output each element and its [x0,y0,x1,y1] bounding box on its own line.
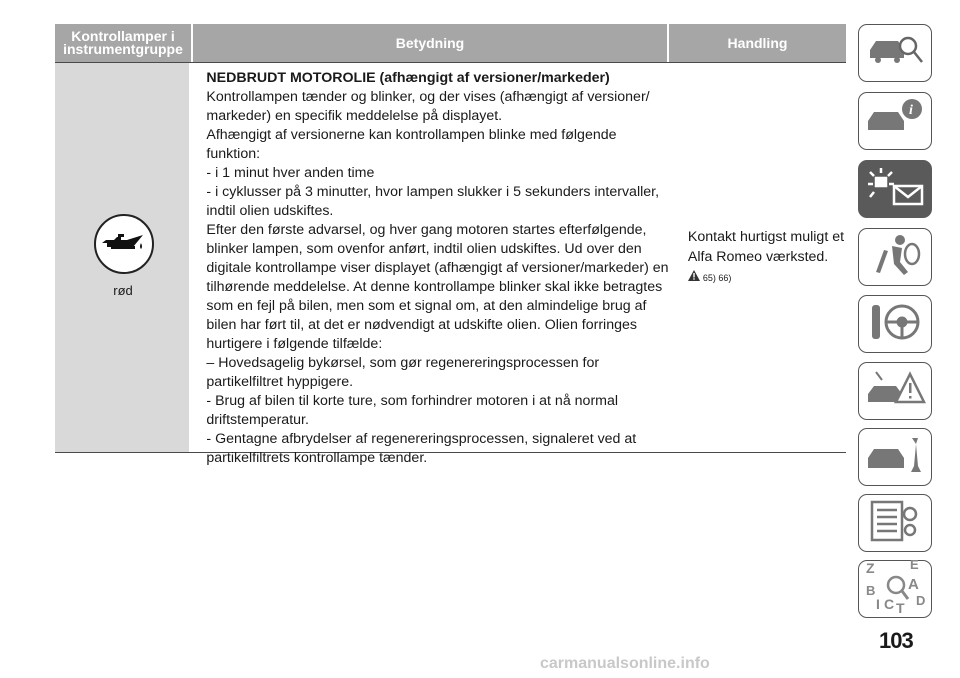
oil-can-icon [93,213,155,275]
index-letter: E [910,558,919,572]
meaning-line: digitale kontrollampe viser displayet (afhængigt af versioner/markeder) en [206,260,669,276]
meaning-line: Afhængigt af versionerne kan kontrollampen blinke med følgende [206,127,617,143]
car-search-icon [864,28,926,79]
meaning-line: tilhørende meddelelse. At denne kontrollampe blinker skal ikke betragtes [206,279,663,295]
meaning-line: – Hovedsagelig bykørsel, som gør regenereringsprocessen for [206,355,600,371]
tab-maintenance[interactable] [858,428,932,486]
airbag-seat-icon [864,232,926,283]
warning-title: NEDBRUDT MOTOROLIE (afhængigt af versioner/markeder) [206,70,610,86]
index-letter: Z [866,559,875,576]
svg-text:i: i [909,102,913,118]
index-letter: B [866,582,876,598]
warning-triangle-icon [688,269,700,289]
index-letter: I [876,595,880,612]
action-cell [671,63,846,452]
alphabet-index-icon [862,559,928,620]
meaning-line: partikelfiltret hyppigere. [206,374,354,390]
meaning-line: driftstemperatur. [206,412,309,428]
lamp-cell [55,63,189,452]
tab-safety[interactable] [858,228,932,286]
tab-car-search[interactable] [858,24,932,82]
table-header [55,24,846,63]
car-info-icon [864,96,926,147]
meaning-cell [189,63,670,466]
car-emergency-icon [864,366,926,417]
meaning-line: Kontrollampen tænder og blinker, og der vises (afhængigt af versioner/ [206,89,650,105]
tab-warning-lights[interactable] [858,160,932,218]
header-lamps-line1: Kontrollamper i [71,28,175,44]
warning-light-message-icon [864,164,926,215]
header-lamps-line2: instrumentgruppe [63,41,183,57]
meaning-line: - Gentagne afbrydelser af regenereringsprocessen, signaleret ved at [206,431,637,447]
index-letter: T [896,599,905,615]
meaning-line: partikelfiltrets kontrollampe tænder. [206,450,428,466]
tab-index[interactable] [858,560,932,618]
watermark: carmanualsonline.info [540,655,710,672]
meaning-line: - i cyklusser på 3 minutter, hvor lampen slukker i 5 sekunders intervaller, [206,184,660,200]
meaning-line: som en fejl på bilen, men som et signal om, at den almindelige brug af [206,298,647,314]
header-meaning: Betydning [193,24,667,62]
meaning-line: markeder) en specifik meddelelse på displayet. [206,108,503,124]
header-lamps [55,24,191,62]
meaning-line: indtil olien udskiftes. [206,203,334,219]
tab-car-info[interactable] [858,92,932,150]
action-line1: Kontakt hurtigst muligt et [687,229,845,245]
index-letter: D [916,592,926,608]
index-letter: C [884,595,895,612]
tab-starting-driving[interactable] [858,295,932,353]
action-text [688,228,848,289]
meaning-line: bilen har ført til, at det er nødvendigt at udskifte olien. Olien forringes [206,317,637,333]
meaning-line: Efter den første advarsel, og hver gang motoren startes efterfølgende, [206,222,647,238]
page-number: 103 [879,628,913,653]
reference-numbers: 65) 66) [702,273,732,283]
spec-sheet-gear-icon [864,498,926,549]
header-action: Handling [669,24,846,62]
tab-emergency[interactable] [858,362,932,420]
tab-technical-data[interactable] [858,494,932,552]
key-steering-wheel-icon [864,299,926,350]
meaning-line: - i 1 minut hver anden time [206,165,375,181]
meaning-line: - Brug af bilen til korte ture, som forhindrer motoren i at nå normal [206,393,619,409]
meaning-line: blinker lampen, som ovenfor anført, indtil olien udskiftes. Ud over den [206,241,642,257]
car-wrench-icon [864,432,926,483]
table-row [55,63,846,466]
warning-lamp-table [55,24,846,466]
action-references [688,269,848,289]
action-line2: Alfa Romeo værksted. [687,248,829,265]
meaning-line: hurtigere i følgende tilfælde: [206,336,383,352]
meaning-line: funktion: [206,146,261,162]
lamp-color-label: rød [113,283,133,298]
index-letter: A [908,575,919,593]
